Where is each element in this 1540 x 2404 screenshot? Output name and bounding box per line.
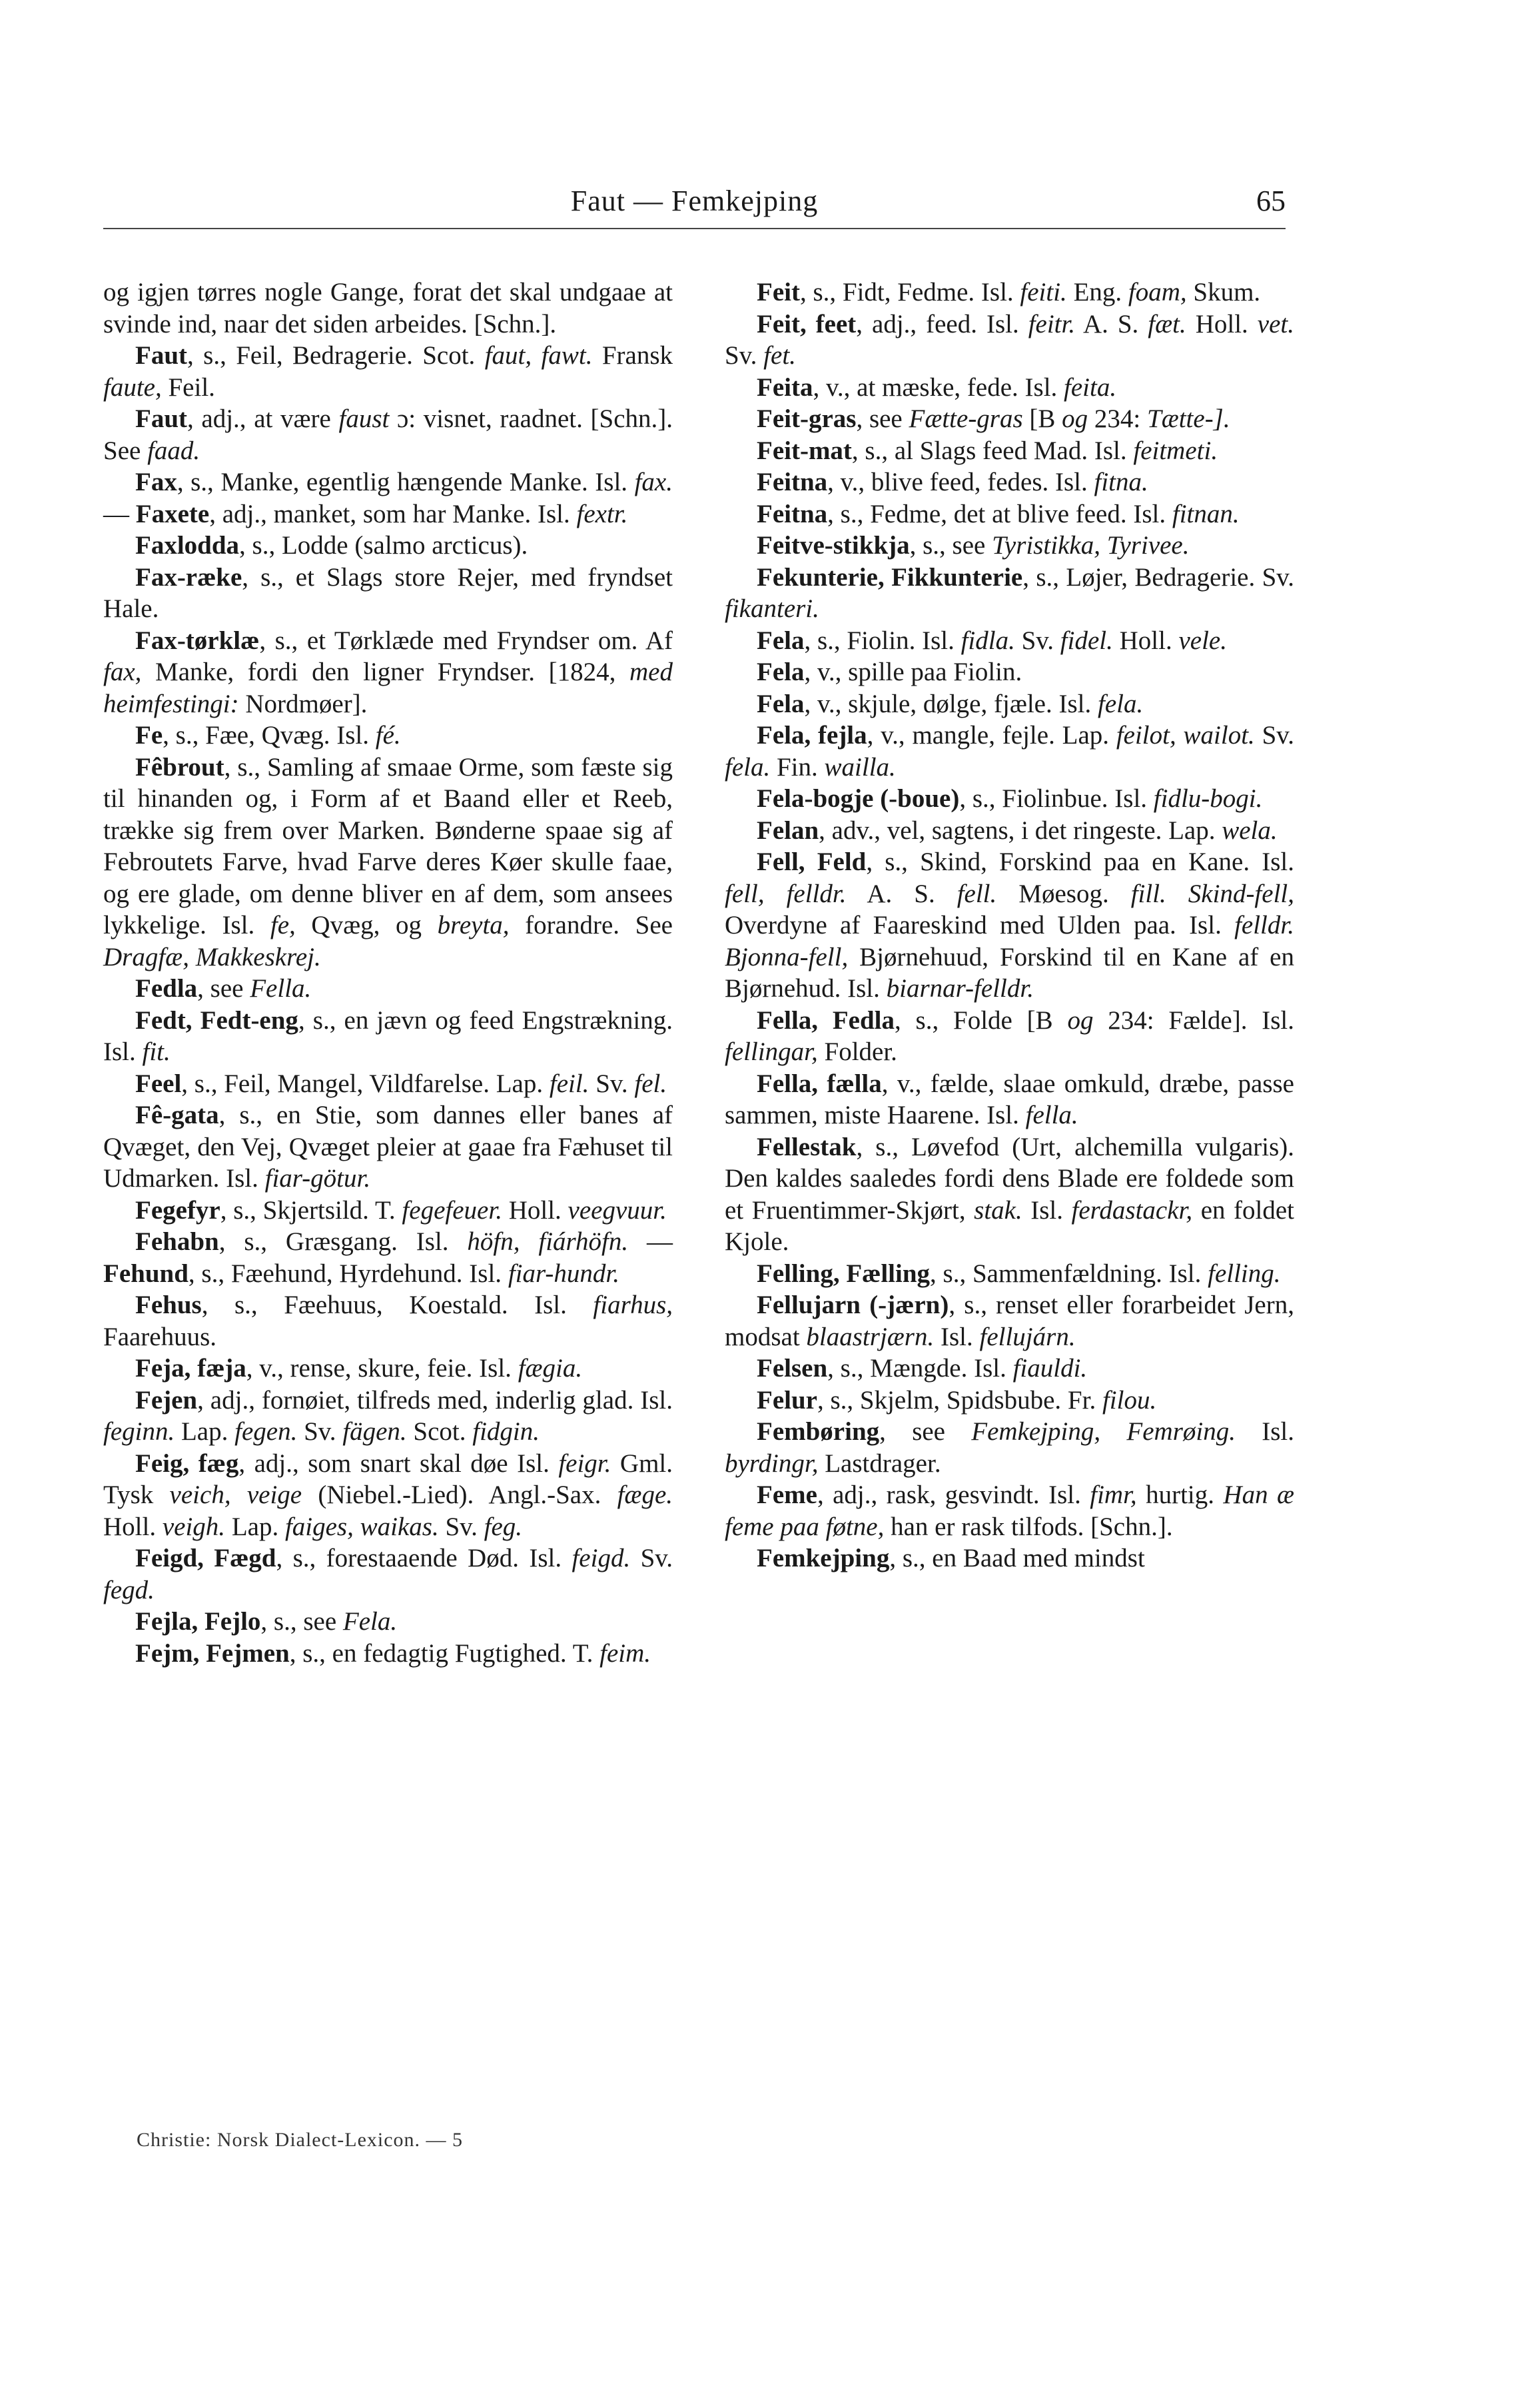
entry-text: Holl. <box>1186 309 1258 338</box>
headword: Fehus <box>135 1291 202 1319</box>
dictionary-entry <box>725 720 1294 783</box>
italic-term: fe, <box>270 911 296 939</box>
dictionary-entry <box>103 625 673 720</box>
entry-text: Lap. <box>225 1512 285 1541</box>
italic-term: fidlu-bogi. <box>1153 784 1263 813</box>
dictionary-entry <box>725 1385 1294 1417</box>
italic-term: feigd. <box>572 1544 631 1572</box>
italic-term: feitmeti. <box>1133 436 1218 465</box>
entry-text: , adj., feed. Isl. <box>856 309 1028 338</box>
dictionary-entry <box>725 562 1294 625</box>
entry-text: , s., en jævn og feed Engstrækning. Isl. <box>103 1005 673 1066</box>
entry-text: , s., et Slags store Rejer, med fryndset Hale. <box>103 562 673 623</box>
entry-text: en foldet Kjole. <box>725 1195 1294 1256</box>
headword: Feig, fæg <box>135 1449 239 1478</box>
italic-term: fimr, <box>1090 1481 1137 1509</box>
headword: Fela, fejla <box>757 721 867 750</box>
dictionary-entry <box>103 562 673 625</box>
headword: Fella, fælla <box>757 1069 882 1098</box>
headword: Faxlodda <box>135 531 240 560</box>
italic-term: stak. <box>974 1195 1022 1225</box>
entry-text: ɔ: visnet, raadnet. [Schn.]. See <box>103 404 673 465</box>
italic-term: faute, <box>103 372 162 402</box>
entry-text: forandre. See <box>509 911 673 939</box>
entry-text: , s., Lodde (salmo arcticus). <box>239 531 528 560</box>
italic-term: feigr. <box>558 1449 611 1478</box>
italic-term: breyta, <box>437 911 510 939</box>
italic-term: biarnar-felldr. <box>886 974 1034 1003</box>
entry-text: , s., see <box>909 531 992 560</box>
italic-term: vele. <box>1178 626 1227 655</box>
headword: Feitna <box>757 499 828 528</box>
entry-text: Bjørnehuud, Forskind til en Kane af en Bjørnehud. Isl. <box>725 942 1294 1003</box>
dictionary-entry <box>103 1068 673 1100</box>
entry-text: , s., Skind, Forskind paa en Kane. Isl. <box>866 848 1294 876</box>
dictionary-entry <box>103 1542 673 1606</box>
italic-term: faad. <box>147 436 200 465</box>
italic-term: faiges, waikas. <box>284 1512 439 1541</box>
headword: Felur <box>757 1385 817 1415</box>
entry-text: 234: Fælde]. Isl. <box>1093 1005 1295 1035</box>
entry-text: Lap. <box>175 1417 235 1446</box>
dictionary-entry <box>103 1289 673 1353</box>
entry-text: , s., Fæe, Qvæg. Isl. <box>163 721 376 750</box>
entry-text: , s., en Baad med mindst <box>889 1544 1145 1572</box>
entry-text: [B <box>1022 404 1062 433</box>
headword: Fejm, Fejmen <box>135 1638 290 1668</box>
entry-text: A. S. <box>1075 309 1148 338</box>
headword: Fella, Fedla <box>757 1005 895 1035</box>
dictionary-entry <box>725 1068 1294 1131</box>
entry-text: Sv. <box>438 1512 484 1541</box>
entry-text: (Niebel.-Lied). Angl.-Sax. <box>302 1481 617 1509</box>
dictionary-entry <box>725 656 1294 688</box>
italic-term: byrdingr, <box>725 1449 819 1478</box>
headword: Feja, fæja <box>135 1354 246 1383</box>
italic-term: blaastrjærn. <box>806 1322 935 1351</box>
italic-term: fæge. <box>617 1481 673 1509</box>
headword: Fela-bogje (-boue) <box>757 784 960 813</box>
entry-text: , s., Løvefod (Urt, alchemilla vulgaris). Den kaldes saaledes fordi dens Blade ere foldede som et Fruentimmer-Skjørt, <box>725 1132 1294 1225</box>
italic-term: Dragfæ, Makkeskrej. <box>103 942 321 971</box>
entry-text: , v., mangle, fejle. Lap. <box>867 721 1116 750</box>
italic-term: fiarhus, <box>593 1291 673 1319</box>
dictionary-entry <box>725 403 1294 435</box>
page-footer: Christie: Norsk Dialect-Lexicon. — 5 <box>137 2129 464 2151</box>
italic-term: foam, <box>1128 278 1187 306</box>
running-header <box>103 180 1286 229</box>
italic-term: Fela. <box>342 1607 398 1636</box>
headword: Fê-gata <box>135 1101 219 1129</box>
entry-text: Sv. <box>1254 721 1295 750</box>
entry-text: Isl. <box>1022 1195 1072 1225</box>
italic-term: höfn, fiárhöfn. <box>467 1227 629 1256</box>
entry-text: , v., at mæske, fede. Isl. <box>813 372 1064 402</box>
italic-term: fegd. <box>103 1575 155 1604</box>
headword: Feit <box>757 278 800 306</box>
entry-text: Holl. <box>1112 626 1179 655</box>
entry-text: , see <box>856 404 909 433</box>
entry-text: , v., skjule, dølge, fjæle. Isl. <box>804 689 1098 718</box>
dictionary-entry <box>725 625 1294 657</box>
italic-term: fiauldi. <box>1012 1354 1088 1383</box>
italic-term: fill. <box>1130 879 1166 908</box>
italic-term: feitr. <box>1028 309 1076 338</box>
italic-term: og <box>1062 404 1088 433</box>
italic-term: fägen. <box>342 1417 407 1446</box>
dictionary-entry <box>725 435 1294 467</box>
entry-text: , s., Fiolinbue. Isl. <box>959 784 1154 813</box>
entry-text: Isl. <box>1235 1417 1294 1446</box>
headword: Fela <box>757 626 805 655</box>
dictionary-entry <box>103 403 673 466</box>
headword: Fedla <box>135 974 198 1003</box>
entry-text: , s., Fæehuus, Koestald. Isl. <box>201 1291 593 1319</box>
italic-term: fikanteri. <box>725 594 819 623</box>
italic-term: Tyristikka, Tyrivee. <box>992 531 1190 560</box>
italic-term: felling. <box>1208 1259 1281 1288</box>
italic-term: vet. <box>1257 309 1294 338</box>
italic-term: feil. <box>549 1069 589 1098</box>
headword: Felling, Fælling <box>757 1259 931 1288</box>
headword: Fejla, Fejlo <box>135 1607 261 1636</box>
entry-text: Sv. <box>630 1544 673 1572</box>
italic-term: med heimfestingi: <box>103 658 673 718</box>
entry-text: og igjen tørres nogle Gange, forat det skal undgaae at svinde ind, naar det siden arbeides. [Schn.]. <box>103 278 673 338</box>
entry-text: Sv. <box>297 1417 343 1446</box>
entry-text: , s., renset eller forarbeidet Jern, modsat <box>725 1291 1294 1351</box>
dictionary-entry <box>725 846 1294 1005</box>
entry-text: Fransk <box>592 341 673 370</box>
italic-term: fell, felldr. <box>725 879 847 908</box>
entry-text: , v., blive feed, fedes. Isl. <box>827 468 1094 496</box>
headword: Felsen <box>757 1354 828 1383</box>
dictionary-entry <box>103 466 673 530</box>
italic-term: Fætte-gras <box>909 404 1023 433</box>
entry-text <box>1166 880 1188 908</box>
dictionary-entry <box>725 1479 1294 1542</box>
left-column <box>103 277 673 1669</box>
dictionary-entry <box>103 720 673 752</box>
page-number: 65 <box>1256 185 1286 217</box>
headword: Fe <box>135 721 163 750</box>
dictionary-entry <box>725 466 1294 498</box>
italic-term: fiar-götur. <box>264 1164 371 1193</box>
headword: Feitve-stikkja <box>757 531 910 560</box>
dictionary-entry <box>103 1226 673 1289</box>
entry-text: , s., Feil, Mangel, Vildfarelse. Lap. <box>181 1069 550 1098</box>
italic-term: Skind-fell, <box>1188 879 1294 908</box>
dictionary-entry <box>725 783 1294 815</box>
italic-term: Bjonna-fell, <box>725 942 849 971</box>
entry-text: Nordmøer]. <box>238 689 368 718</box>
entry-text: Folder. <box>817 1037 897 1066</box>
italic-term: fegefeuer. <box>402 1195 502 1225</box>
entry-text: , s., al Slags feed Mad. Isl. <box>851 436 1134 465</box>
italic-term: felldr. <box>1234 911 1294 939</box>
dictionary-entry <box>725 277 1294 308</box>
italic-term: og <box>1067 1005 1094 1035</box>
entry-text: , s., et Tørklæde med Fryndser om. Af <box>259 626 673 655</box>
entry-text: , v., fælde, slaae omkuld, dræbe, passe sammen, miste Haarene. Isl. <box>725 1069 1294 1129</box>
entry-text: Sv. <box>1014 626 1060 655</box>
entry-text: , s., Manke, egentlig hængende Manke. Isl. <box>177 468 635 496</box>
entry-text: , s., Fidt, Fedme. Isl. <box>799 278 1020 306</box>
italic-term: fægia. <box>518 1354 583 1383</box>
headword: Fehund <box>103 1259 189 1288</box>
entry-text: — <box>628 1227 673 1256</box>
headword: Feitna <box>757 468 828 496</box>
dictionary-entry <box>103 1353 673 1385</box>
entry-text: , s., Skjertsild. T. <box>220 1195 402 1225</box>
headword: Felan <box>757 816 819 845</box>
italic-term: fax, <box>103 658 142 686</box>
italic-term: fellujárn. <box>979 1322 1076 1351</box>
headword: Faut <box>135 404 187 433</box>
entry-text: , s., Folde [B <box>895 1005 1068 1035</box>
headword: Fembøring <box>757 1417 880 1446</box>
italic-term: veich, veige <box>169 1481 302 1509</box>
entry-text: Holl. <box>103 1512 163 1541</box>
headword: Feigd, Fægd <box>135 1544 276 1572</box>
entry-text: , s., Samling af smaae Orme, som fæste sig til hinanden og, i Form af et Baand eller et Reeb, trække sig frem over Marken. Bønderne spaae sig af Febroutets Farve, hvad Farve deres Køer skulle faae, og ere glade, om denne bliver en af dem, som ansees lykkelige. Isl. <box>103 752 673 939</box>
headword: Fela <box>757 689 805 718</box>
dictionary-entry <box>725 308 1294 372</box>
entry-text: , s., Græsgang. Isl. <box>218 1227 468 1256</box>
headword: Feme <box>757 1481 817 1509</box>
italic-term: fell. <box>957 879 997 908</box>
headword: Feita <box>757 372 813 402</box>
dictionary-entry <box>103 973 673 1005</box>
entry-text: Eng. <box>1066 278 1128 306</box>
entry-text: Sv. <box>589 1069 635 1098</box>
italic-term: wela. <box>1222 816 1278 845</box>
headword: Fellujarn (-jærn) <box>757 1291 949 1319</box>
dictionary-entry <box>103 1005 673 1068</box>
dictionary-entry <box>725 498 1294 530</box>
italic-term: feita. <box>1064 372 1117 402</box>
dictionary-entry <box>725 1131 1294 1258</box>
dictionary-entry <box>725 372 1294 404</box>
italic-term: fela. <box>725 752 771 782</box>
italic-term: Fella. <box>250 974 312 1003</box>
entry-text: , s., Løjer, Bedragerie. Sv. <box>1022 562 1294 592</box>
dictionary-entry <box>103 1195 673 1227</box>
entry-text: , adj., fornøiet, tilfreds med, inderlig glad. Isl. <box>197 1385 673 1415</box>
entry-text: — <box>103 499 136 528</box>
running-title: Faut — Femkejping <box>570 185 819 217</box>
entry-text: Fin. <box>770 752 825 782</box>
entry-text: Sv. <box>725 341 764 370</box>
italic-term: feim. <box>599 1638 651 1668</box>
italic-term: fiar-hundr. <box>508 1259 619 1288</box>
dictionary-entry <box>103 1385 673 1448</box>
entry-text: Skum. <box>1186 278 1261 306</box>
dictionary-entry <box>103 1638 673 1670</box>
italic-term: fitna. <box>1094 468 1148 496</box>
entry-text: , s., Fiolin. Isl. <box>804 626 961 655</box>
headword: Fedt, Fedt-eng <box>135 1005 298 1035</box>
entry-text: , v., spille paa Fiolin. <box>804 658 1022 686</box>
entry-text: , v., rense, skure, feie. Isl. <box>246 1354 518 1383</box>
headword: Faxete <box>135 499 210 528</box>
entry-text: Lastdrager. <box>818 1449 941 1478</box>
entry-text: , adj., rask, gesvindt. Isl. <box>817 1481 1090 1509</box>
dictionary-entry <box>725 1289 1294 1353</box>
italic-term: Tætte-]. <box>1147 404 1230 433</box>
entry-text: , s., Feil, Bedragerie. Scot. <box>187 341 485 370</box>
entry-text: , s., Fedme, det at blive feed. Isl. <box>827 499 1172 528</box>
dictionary-entry <box>103 340 673 403</box>
entry-text: , s., Fæehund, Hyrdehund. Isl. <box>188 1259 508 1288</box>
entry-text: Scot. <box>406 1417 473 1446</box>
entry-text: Møesog. <box>996 879 1131 908</box>
entry-text: , s., en fedagtig Fugtighed. T. <box>289 1638 600 1668</box>
italic-term: fidel. <box>1060 626 1113 655</box>
italic-term: feilot, wailot. <box>1116 721 1255 750</box>
italic-term: fellingar, <box>725 1037 818 1066</box>
italic-term: wailla. <box>824 752 896 782</box>
italic-term: Han æ feme paa føtne, <box>725 1481 1294 1541</box>
italic-term: faust <box>338 404 390 433</box>
italic-term: fextr. <box>576 499 628 528</box>
entry-text: , adj., manket, som har Manke. Isl. <box>209 499 577 528</box>
entry-text: , s., Mængde. Isl. <box>827 1354 1013 1383</box>
entry-text: A. S. <box>846 879 957 908</box>
headword: Fax-ræke <box>135 562 242 592</box>
entry-text: han er rask tilfods. [Schn.]. <box>884 1512 1173 1541</box>
italic-term: fela. <box>1097 689 1144 718</box>
italic-term: veigh. <box>162 1512 226 1541</box>
entry-text: , s., Skjelm, Spidsbube. Fr. <box>817 1385 1102 1415</box>
headword: Fax-tørklæ <box>135 626 260 655</box>
headword: Fela <box>757 658 805 686</box>
italic-term: fax. <box>634 468 673 496</box>
dictionary-entry <box>103 530 673 562</box>
dictionary-entry <box>103 1448 673 1543</box>
entry-text: hurtig. <box>1136 1481 1224 1509</box>
entry-text: , s., en Stie, som dannes eller banes af Qvæget, den Vej, Qvæget pleier at gaae fra Fæhuset til Udmarken. Isl. <box>103 1101 673 1193</box>
italic-term: fé. <box>375 721 401 750</box>
entry-text: Qvæg, og <box>295 911 438 939</box>
headword: Fax <box>135 468 177 496</box>
entry-text: , s., forestaaende Død. Isl. <box>276 1544 572 1572</box>
italic-term: feiti. <box>1020 278 1067 306</box>
italic-term: filou. <box>1102 1385 1157 1415</box>
headword: Fekunterie, Fikkunterie <box>757 562 1023 592</box>
entry-text: Manke, fordi den ligner Fryndser. [1824, <box>141 658 630 686</box>
italic-term: Femkejping, Femrøing. <box>971 1417 1236 1446</box>
right-column <box>725 277 1294 1574</box>
entry-text: Feil. <box>161 372 215 402</box>
headword: Fegefyr <box>135 1195 220 1225</box>
dictionary-entry <box>725 1005 1294 1068</box>
headword: Fejen <box>135 1385 198 1415</box>
entry-text: , see <box>197 974 250 1003</box>
headword: Fêbrout <box>135 752 224 782</box>
entry-text: , adj., som snart skal døe Isl. <box>238 1449 559 1478</box>
italic-term: fit. <box>142 1037 171 1066</box>
dictionary-entry <box>725 1542 1294 1574</box>
dictionary-entry <box>725 688 1294 720</box>
italic-term: fidgin. <box>472 1417 540 1446</box>
italic-term: fidla. <box>961 626 1015 655</box>
dictionary-entry <box>103 1606 673 1638</box>
entry-text: , adv., vel, sagtens, i det ringeste. Lap. <box>819 816 1222 845</box>
dictionary-entry <box>725 815 1294 847</box>
headword: Feit-gras <box>757 404 857 433</box>
entry-text: 234: <box>1088 404 1148 433</box>
italic-term: fegen. <box>234 1417 298 1446</box>
italic-term: ferdastackr, <box>1071 1195 1193 1225</box>
dictionary-entry <box>725 1353 1294 1385</box>
dictionary-entry <box>103 277 673 340</box>
entry-text: Gml. Tysk <box>103 1449 673 1509</box>
headword: Fell, Feld <box>757 848 867 876</box>
entry-text: Isl. <box>934 1322 980 1351</box>
entry-text: , s., see <box>260 1607 343 1636</box>
italic-term: fet. <box>763 341 796 370</box>
dictionary-entry <box>725 1258 1294 1290</box>
dictionary-entry <box>725 530 1294 562</box>
entry-text: Holl. <box>502 1195 568 1225</box>
headword: Femkejping <box>757 1544 890 1572</box>
italic-term: veegvuur. <box>568 1195 667 1225</box>
dictionary-entry <box>103 752 673 973</box>
dictionary-entry <box>103 1099 673 1195</box>
italic-term: fitnan. <box>1172 499 1240 528</box>
italic-term: feg. <box>484 1512 523 1541</box>
italic-term: fæt. <box>1148 309 1186 338</box>
entry-text: Faarehuus. <box>103 1322 217 1351</box>
italic-term: feginn. <box>103 1417 175 1446</box>
entry-text: , see <box>879 1417 972 1446</box>
entry-text: , s., Sammenfældning. Isl. <box>930 1259 1208 1288</box>
italic-term: fel. <box>634 1069 667 1098</box>
entry-text: Overdyne af Faareskind med Ulden paa. Isl. <box>725 911 1235 939</box>
headword: Fellestak <box>757 1132 857 1161</box>
headword: Faut <box>135 341 187 370</box>
italic-term: faut, fawt. <box>484 341 593 370</box>
headword: Feit-mat <box>757 436 852 465</box>
dictionary-entry <box>725 1416 1294 1479</box>
entry-text: , adj., at være <box>187 404 339 433</box>
headword: Feit, feet <box>757 309 857 338</box>
italic-term: fella. <box>1025 1101 1078 1129</box>
headword: Feel <box>135 1069 182 1098</box>
headword: Fehabn <box>135 1227 219 1256</box>
